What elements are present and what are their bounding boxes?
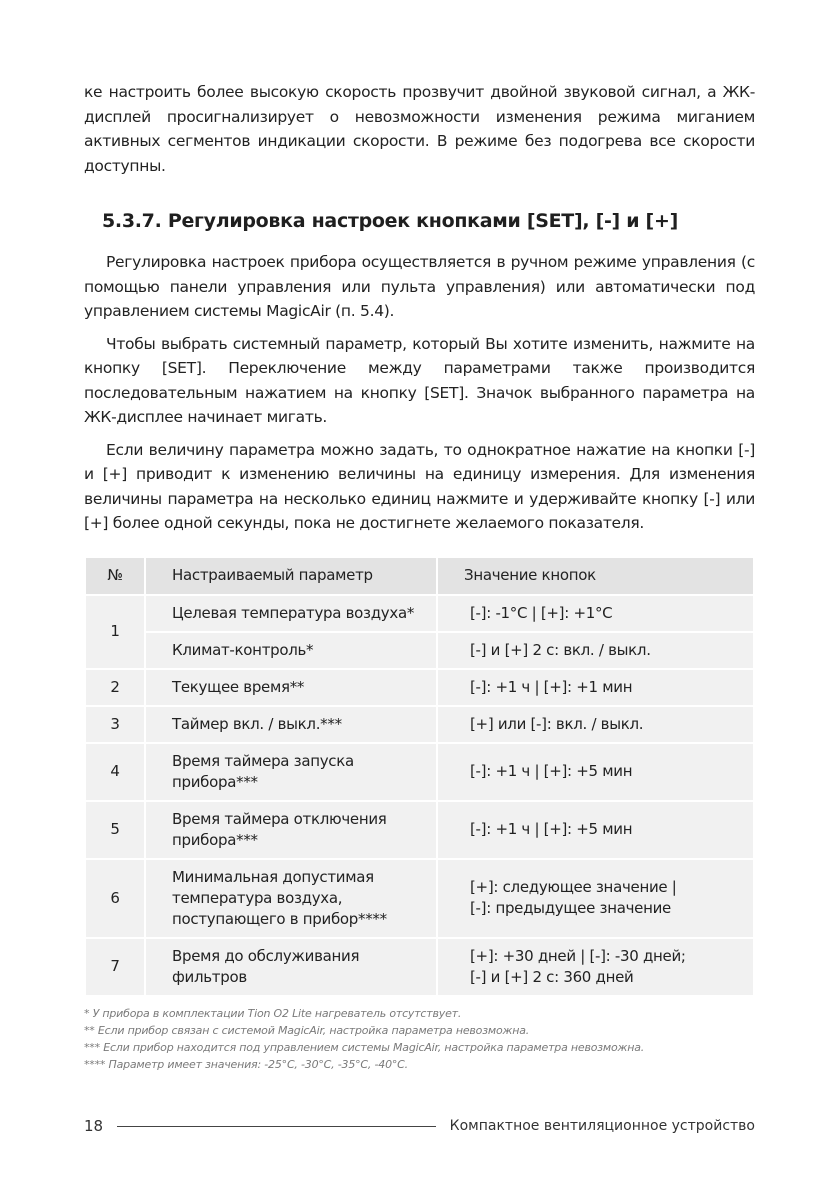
- row-param: Климат-контроль*: [145, 632, 437, 669]
- header-value: Значение кнопок: [437, 557, 754, 595]
- footnote: **** Параметр имеет значения: -25°C, -30°C, -35°C, -40°C.: [84, 1057, 408, 1071]
- table-row: [85, 706, 754, 743]
- row-value: [-]: +1 ч | [+]: +1 мин: [437, 669, 754, 706]
- row-param: Текущее время**: [145, 669, 437, 706]
- row-num: 1: [85, 595, 145, 669]
- row-value: [-]: +1 ч | [+]: +5 мин: [437, 743, 754, 801]
- parameters-table: [84, 556, 755, 997]
- table-row: [85, 859, 754, 938]
- page-footer: [84, 1115, 755, 1137]
- row-num: 6: [85, 859, 145, 938]
- footnote: * У прибора в комплектации Tion O2 Lite нагреватель отсутствует.: [84, 1006, 462, 1020]
- footer-divider: [117, 1126, 436, 1127]
- row-value: [+] или [-]: вкл. / выкл.: [437, 706, 754, 743]
- row-num: 7: [85, 938, 145, 996]
- row-num: 5: [85, 801, 145, 859]
- row-param: Время таймера отключения прибора***: [145, 801, 437, 859]
- header-num: №: [85, 557, 145, 595]
- row-value-line: [-] и [+] 2 с: 360 дней: [470, 967, 634, 986]
- page-number: 18: [84, 1117, 104, 1135]
- table-row: [85, 743, 754, 801]
- row-value: [-]: -1°C | [+]: +1°C: [437, 595, 754, 632]
- table-row: [85, 595, 754, 632]
- paragraph-plus-minus: Если величину параметра можно задать, то однократное нажатие на кнопки [-] и [+] приводит к изменению величины на единицу измерения. Для изменения величины параметра на несколько единиц нажмите и удерживайте кнопку [-] или [+] более одной секунды, пока не достигнете желаемого показателя.: [84, 440, 755, 532]
- page-content: [84, 80, 755, 1073]
- row-num: 3: [85, 706, 145, 743]
- table-row: [85, 938, 754, 996]
- footer-title: Компактное вентиляционное устройство: [449, 1118, 755, 1134]
- footnote: ** Если прибор связан с системой MagicAir, настройка параметра невозможна.: [84, 1023, 530, 1037]
- row-value: [-] и [+] 2 с: вкл. / выкл.: [437, 632, 754, 669]
- paragraph-set-button: Чтобы выбрать системный параметр, который Вы хотите изменить, нажмите на кнопку [SET]. Переключение между параметрами также производится последовательным нажатием на кнопку [SET]. Значок выбранного параметра на ЖК-дисплее начинает мигать.: [84, 334, 755, 426]
- paragraph-control-modes: Регулировка настроек прибора осуществляется в ручном режиме управления (с помощью панели управления или пульта управления) или автоматически под управлением системы MagicAir (п. 5.4).: [84, 253, 755, 320]
- footnotes: [84, 1005, 755, 1073]
- row-num: 2: [85, 669, 145, 706]
- row-value: [437, 938, 754, 996]
- header-param: Настраиваемый параметр: [145, 557, 437, 595]
- table-row: [85, 801, 754, 859]
- row-value-line: [-]: предыдущее значение: [470, 899, 671, 917]
- row-param: Время до обслуживания фильтров: [145, 938, 437, 996]
- table-row: [85, 632, 754, 669]
- row-value: [437, 859, 754, 938]
- row-param: Целевая температура воздуха*: [145, 595, 437, 632]
- row-num: 4: [85, 743, 145, 801]
- table-row: [85, 669, 754, 706]
- paragraph-continuation: ке настроить более высокую скорость прозвучит двойной звуковой сигнал, а ЖК-дисплей просигнализирует о невозможности изменения режима миганием активных сегментов индикации скорости. В режиме без подогрева все скорости доступны.: [84, 83, 755, 175]
- row-value: [-]: +1 ч | [+]: +5 мин: [437, 801, 754, 859]
- section-heading: 5.3.7. Регулировка настроек кнопками [SET], [-] и [+]: [102, 210, 678, 232]
- row-value-line: [+]: +30 дней | [-]: -30 дней;: [470, 946, 686, 965]
- footnote: *** Если прибор находится под управлением системы MagicAir, настройка параметра невозможна.: [84, 1040, 645, 1054]
- row-param: Таймер вкл. / выкл.***: [145, 706, 437, 743]
- row-value-line: [+]: следующее значение |: [470, 878, 677, 896]
- row-param: Минимальная допустимая температура воздуха, поступающего в прибор****: [145, 859, 437, 938]
- table-header-row: [85, 557, 754, 595]
- row-param: Время таймера запуска прибора***: [145, 743, 437, 801]
